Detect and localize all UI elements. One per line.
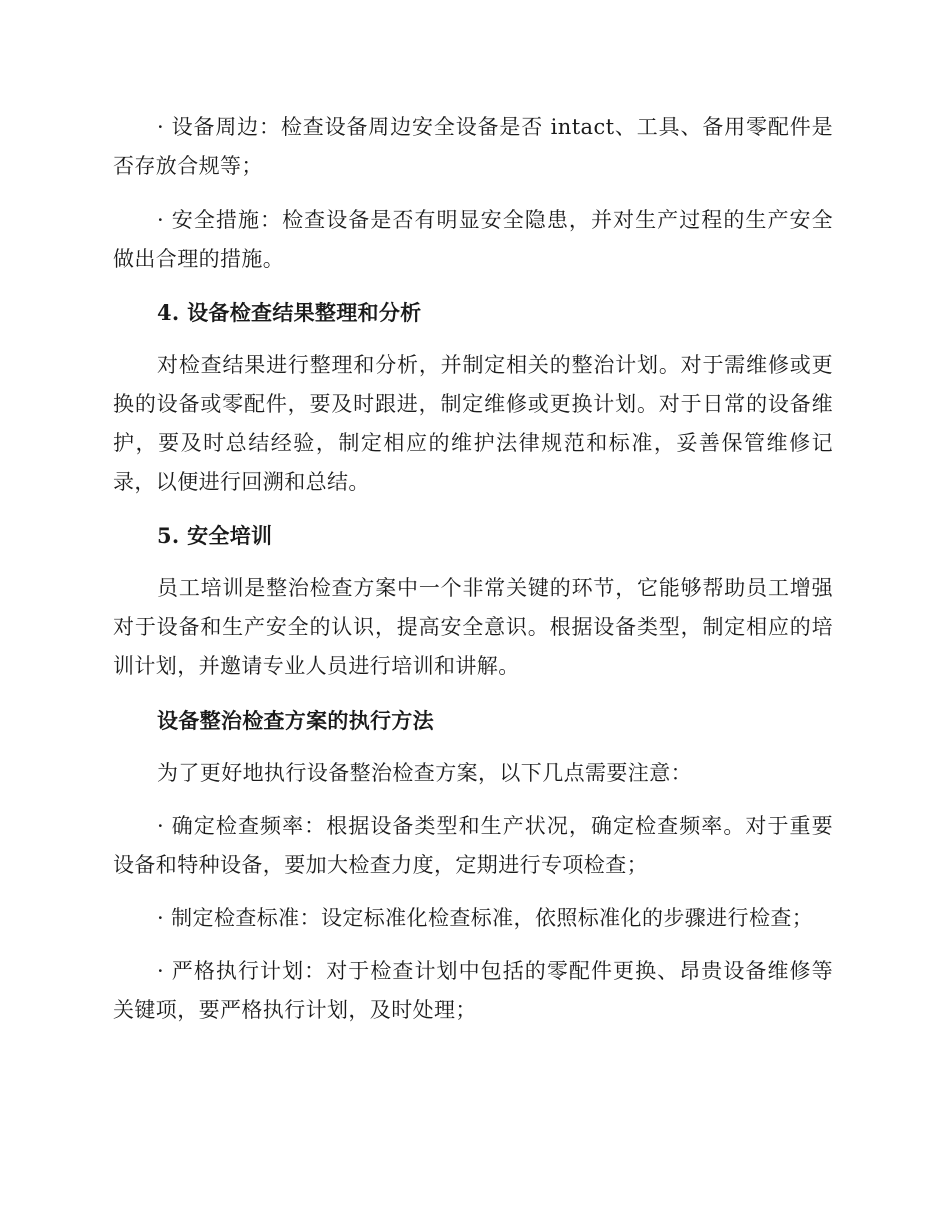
section-heading-execution: 设备整治检查方案的执行方法 [157, 708, 434, 733]
bullet-equipment-surroundings: · 设备周边：检查设备周边安全设备是否 intact、工具、备用零配件是否存放合规等； [113, 115, 833, 178]
paragraph-safety-training: 员工培训是整治检查方案中一个非常关键的环节，它能够帮助员工增强对于设备和生产安全的认识，提高安全意识。根据设备类型，制定相应的培训计划，并邀请专业人员进行培训和讲解。 [113, 576, 833, 678]
bullet-inspection-standard: · 制定检查标准：设定标准化检查标准，依照标准化的步骤进行检查； [157, 906, 814, 930]
section-heading-4: 4. 设备检查结果整理和分析 [157, 300, 422, 325]
document-page [113, 108, 833, 1030]
bullet-safety-measures: · 安全措施：检查设备是否有明显安全隐患，并对生产过程的生产安全做出合理的措施。 [113, 208, 833, 271]
spacer [113, 555, 833, 569]
spacer [113, 686, 833, 701]
paragraph-execution-intro: 为了更好地执行设备整治检查方案，以下几点需要注意： [157, 761, 692, 785]
bullet-inspection-frequency: · 确定检查频率：根据设备类型和生产状况，确定检查频率。对于重要设备和特种设备，要加大检查力度，定期进行专项检查； [113, 814, 833, 877]
paragraph-inspection-analysis: 对检查结果进行整理和分析，并制定相关的整治计划。对于需维修或更换的设备或零配件，要及时跟进，制定维修或更换计划。对于日常的设备维护，要及时总结经验，制定相应的维护法律规范和标准，妥善保管维修记录，以便进行回溯和总结。 [113, 353, 833, 494]
spacer [113, 793, 833, 807]
bullet-strict-execution: · 严格执行计划：对于检查计划中包括的零配件更换、昂贵设备维修等关键项，要严格执行计划，及时处理； [113, 959, 833, 1022]
spacer [113, 279, 833, 293]
section-heading-5: 5. 安全培训 [157, 523, 273, 548]
spacer [113, 502, 833, 516]
spacer [113, 938, 833, 952]
spacer [113, 186, 833, 201]
spacer [113, 332, 833, 346]
spacer [113, 740, 833, 754]
spacer [113, 885, 833, 899]
